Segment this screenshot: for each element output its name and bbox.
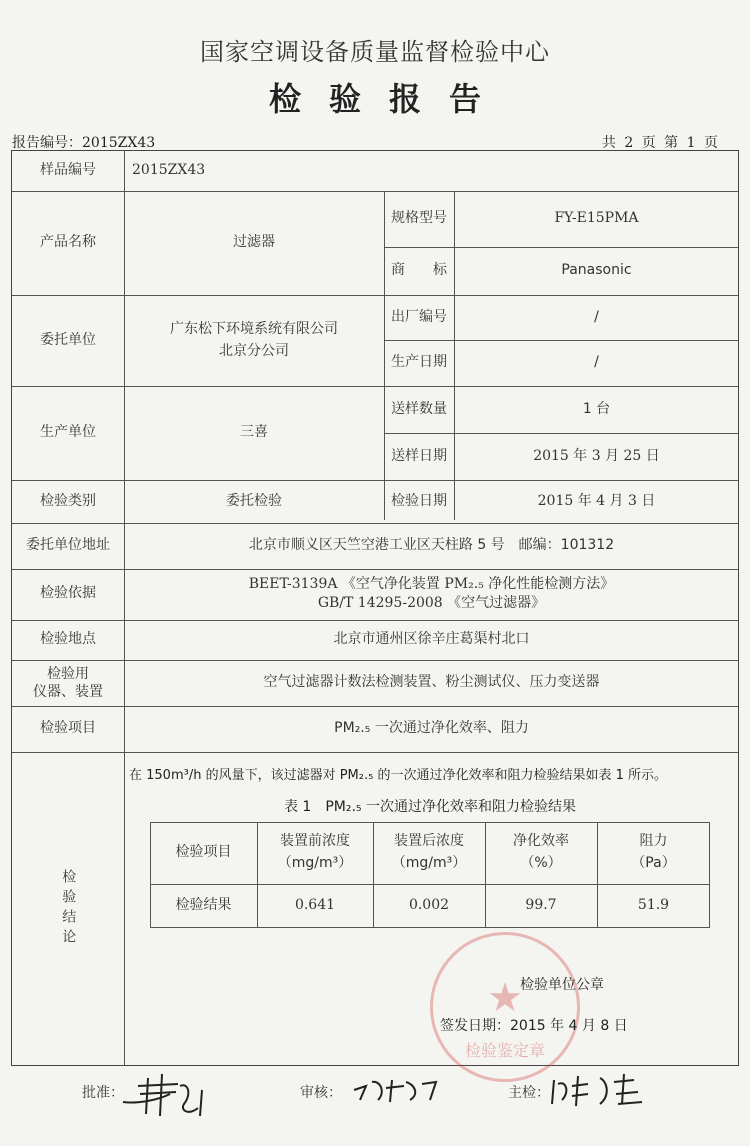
table-cell-efficiency-value: 99.7 (525, 897, 557, 914)
location-value: 北京市通州区徐辛庄葛渠村北口 (333, 630, 530, 647)
address-label: 委托单位地址 (26, 537, 110, 554)
client-value-line1: 广东松下环境系统有限公司 (170, 320, 338, 337)
table-header-before-line2: （mg/m³） (277, 855, 353, 871)
basis-line1: BEET-3139A 《空气净化装置 PM₂.₅ 净化性能检测方法》 (248, 576, 615, 593)
mfg-date-label: 生产日期 (391, 354, 447, 371)
serial-value: / (594, 308, 599, 325)
client-label: 委托单位 (40, 331, 96, 348)
producer-label: 生产单位 (40, 424, 96, 441)
test-date-value: 2015 年 4 月 3 日 (537, 492, 656, 509)
table-header-after-line2: （mg/m³） (391, 855, 467, 871)
seal-text: 检验鉴定章 (464, 1041, 545, 1060)
review-label: 审核： (300, 1085, 342, 1101)
send-date-label: 送样日期 (391, 447, 447, 464)
location-label: 检验地点 (40, 630, 96, 647)
table-caption: 表 1 PM₂.₅ 一次通过净化效率和阻力检验结果 (283, 799, 576, 815)
table-header-efficiency-line1: 净化效率 (513, 833, 569, 850)
table-cell-after-value: 0.002 (408, 897, 450, 914)
serial-label: 出厂编号 (391, 308, 447, 325)
items-label: 检验项目 (40, 720, 96, 737)
sample-no-value: 2015ZX43 (132, 162, 206, 179)
conclusion-intro: 在 150m³/h 的风量下，该过滤器对 PM₂.₅ 的一次通过净化效率和阻力检验结果如表 1 所示。 (129, 768, 667, 783)
document-title: 检验报告 (268, 80, 509, 118)
approve-label: 批准： (82, 1085, 124, 1101)
table-header-efficiency (485, 822, 597, 884)
table-header-efficiency-line2: （%） (520, 855, 562, 871)
table-header-before-line1: 装置前浓度 (280, 833, 350, 850)
instruments-label (12, 660, 124, 706)
seal-label: 检验单位公章 (520, 977, 604, 993)
brand-value: Panasonic (561, 262, 632, 279)
table-header-resistance-line1: 阻力 (639, 833, 668, 850)
mfg-date-value: / (594, 354, 599, 371)
instruments-label-line2: 仪器、装置 (33, 684, 103, 700)
category-label: 检验类别 (40, 492, 96, 509)
conclusion-label (12, 752, 124, 1066)
basis-line2: GB/T 14295-2008 《空气过滤器》 (317, 595, 546, 611)
inspector-signature (548, 1068, 658, 1112)
seal-star-icon: ★ (487, 975, 523, 1021)
address-value: 北京市顺义区天竺空港工业区天柱路 5 号 邮编：101312 (248, 537, 615, 554)
table-cell-result-label: 检验结果 (175, 897, 232, 914)
table-header-resistance (597, 822, 710, 884)
instruments-label-line1: 检验用 (47, 665, 89, 682)
org-title: 国家空调设备质量监督检验中心 (200, 38, 550, 66)
conclusion-label-text: 检验结论 (60, 869, 77, 949)
product-name-value: 过滤器 (233, 234, 275, 251)
client-value (124, 295, 384, 386)
page-info: 共 2 页 第 1 页 (601, 135, 718, 151)
instruments-value: 空气过滤器计数法检测装置、粉尘测试仪、压力变送器 (263, 674, 600, 691)
qty-value: 1 台 (582, 400, 611, 417)
table-cell-resistance-value: 51.9 (637, 897, 670, 914)
send-date-value: 2015 年 3 月 25 日 (533, 447, 660, 464)
table-header-after (373, 822, 485, 884)
approver-signature (118, 1064, 218, 1124)
test-date-label: 检验日期 (391, 492, 447, 509)
official-seal (430, 932, 580, 1082)
producer-value: 三喜 (240, 424, 268, 441)
table-header-resistance-line2: （Pa） (631, 855, 676, 871)
sample-no-label: 样品编号 (40, 162, 96, 179)
table-header-item (150, 822, 257, 884)
model-label: 规格型号 (391, 210, 447, 227)
reviewer-signature (350, 1070, 450, 1110)
table-header-before (257, 822, 373, 884)
brand-label: 商 标 (391, 262, 447, 279)
inspect-label: 主检： (508, 1085, 550, 1101)
basis-value (124, 569, 739, 619)
product-name-label: 产品名称 (40, 234, 96, 251)
items-value: PM₂.₅ 一次通过净化效率、阻力 (334, 720, 529, 737)
report-number: 报告编号：2015ZX43 (12, 135, 156, 151)
table-header-item-line1: 检验项目 (175, 844, 232, 861)
table-cell-before-value: 0.641 (294, 897, 336, 914)
client-value-line2: 北京分公司 (219, 342, 289, 359)
model-value: FY-E15PMA (554, 210, 639, 227)
basis-label: 检验依据 (40, 585, 96, 602)
category-value: 委托检验 (226, 492, 282, 509)
issue-date: 签发日期：2015 年 4 月 8 日 (440, 1018, 628, 1034)
qty-label: 送样数量 (391, 400, 447, 417)
table-header-after-line1: 装置后浓度 (394, 833, 464, 850)
